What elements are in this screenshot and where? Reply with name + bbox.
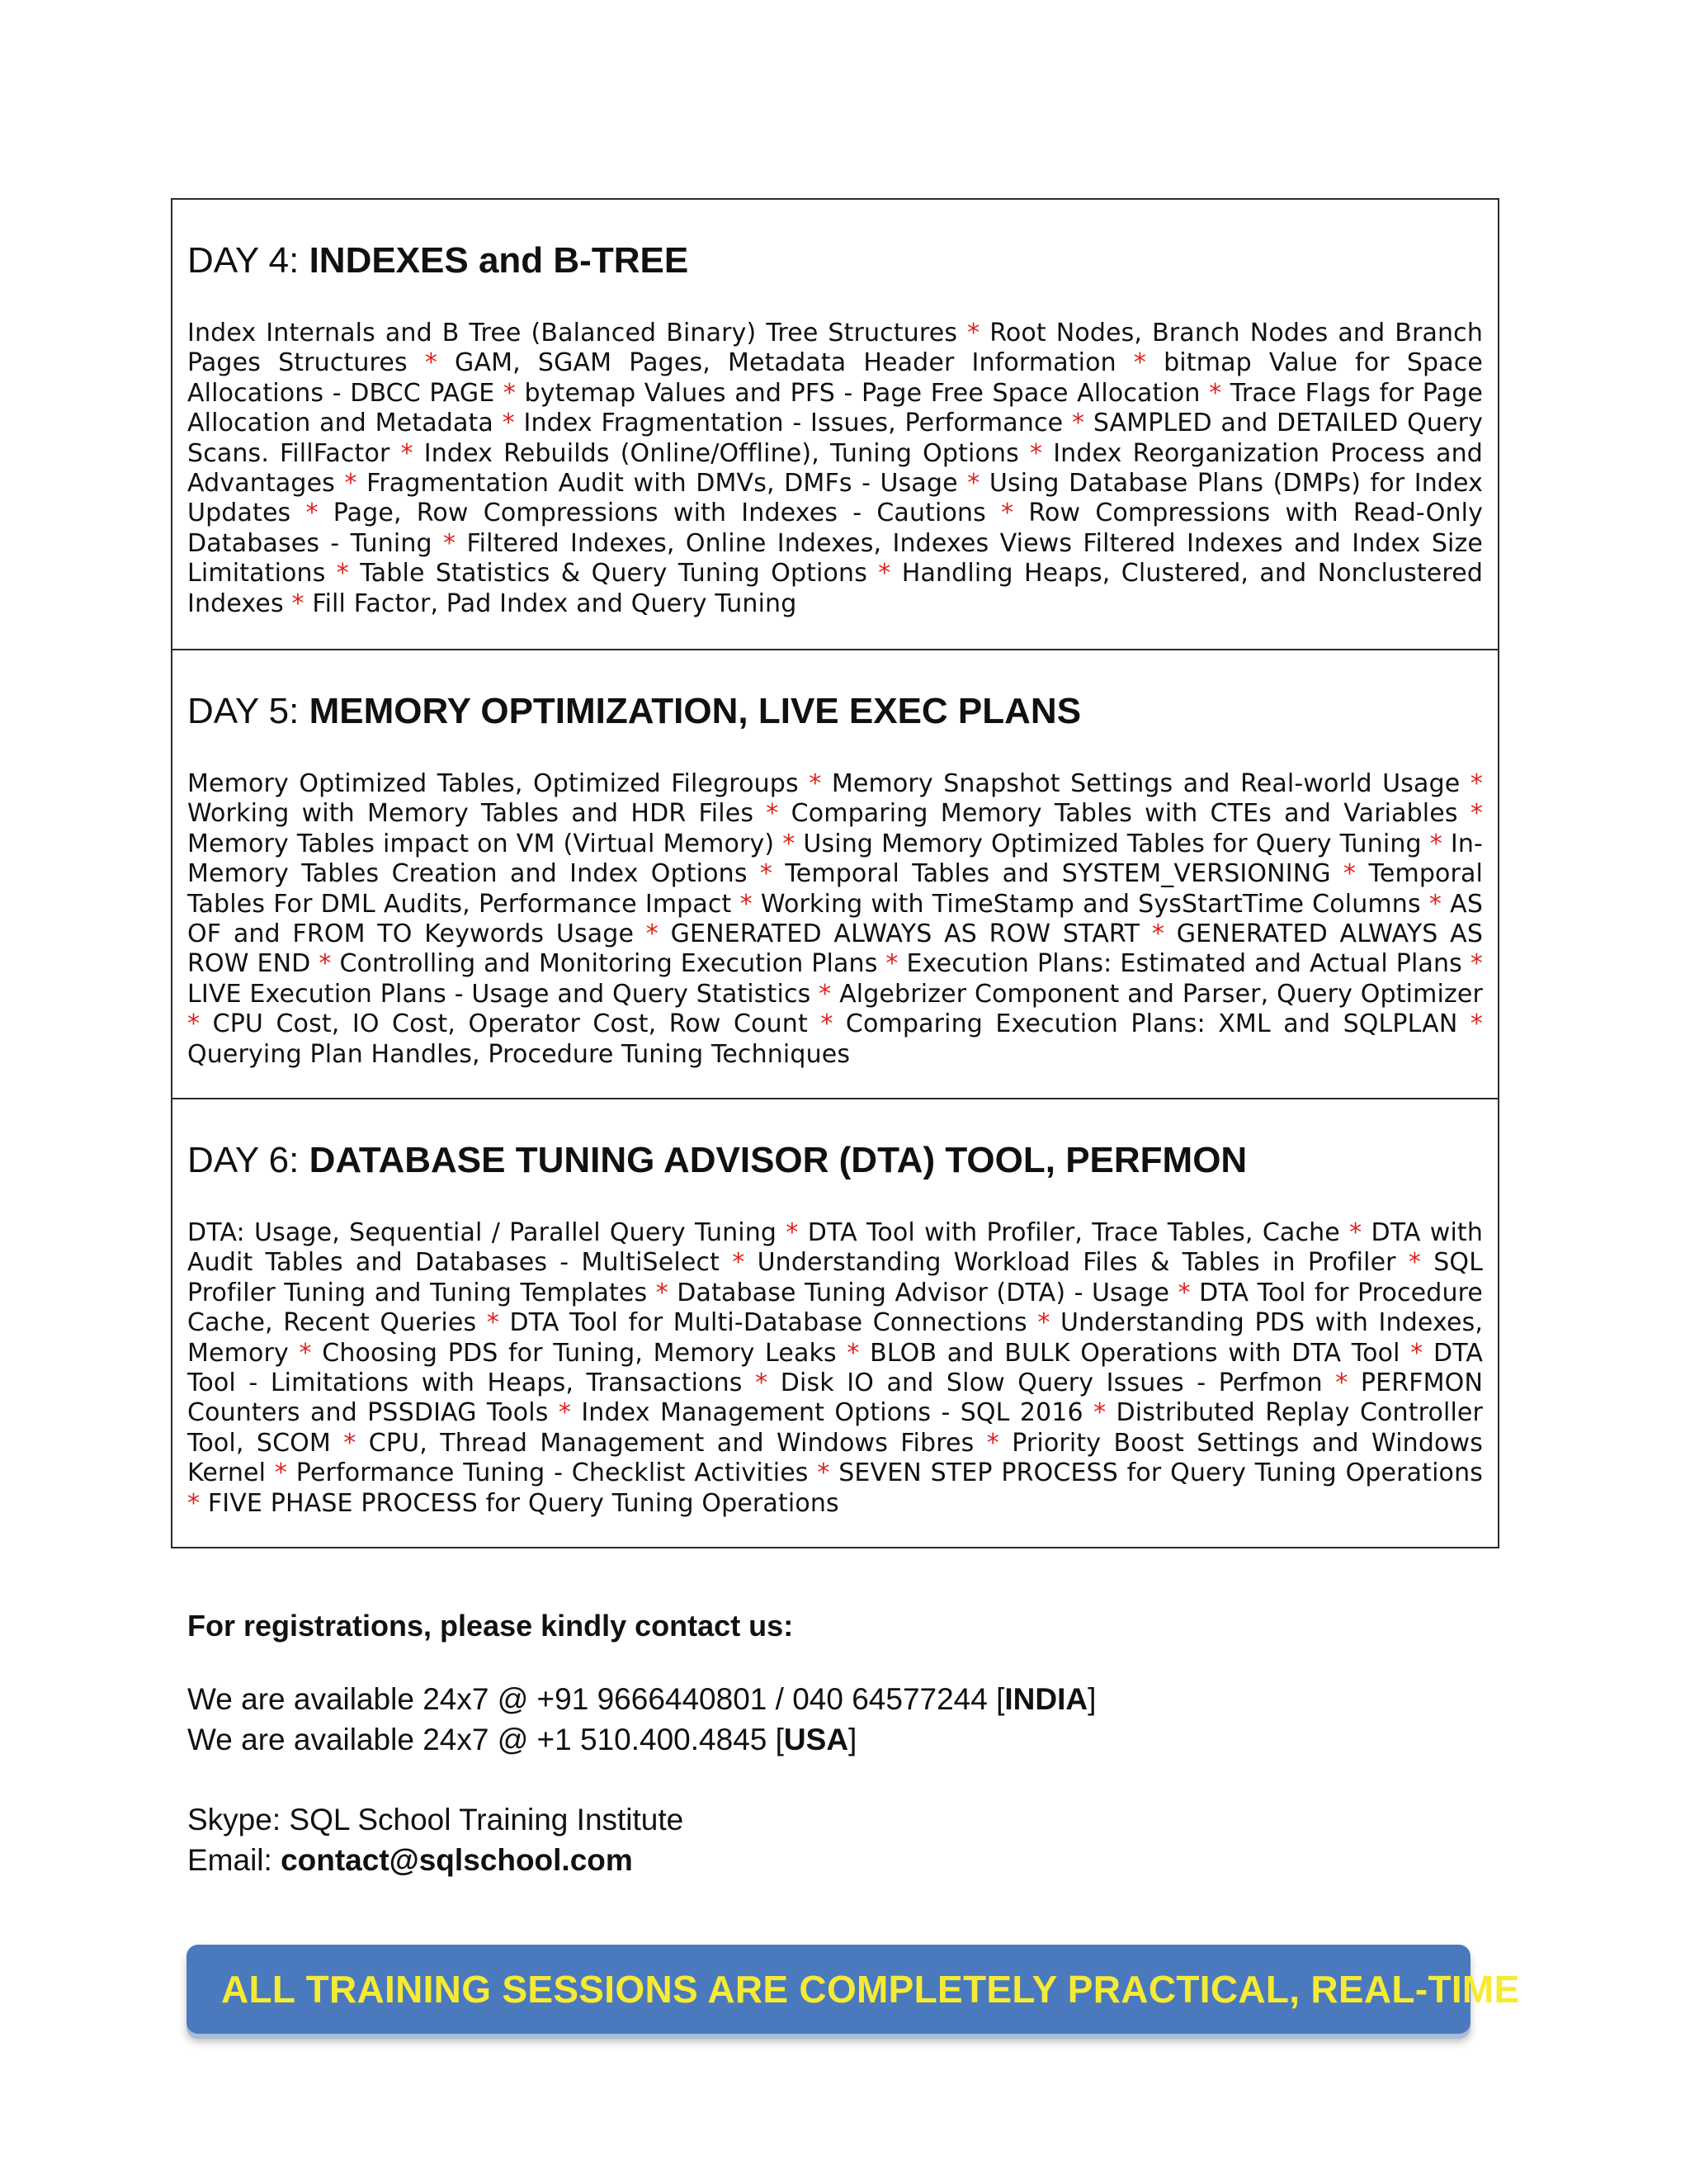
topic-item: Table Statistics & Query Tuning Options — [360, 559, 867, 589]
topic-separator: * — [400, 438, 413, 468]
topic-item: DTA Tool for Multi-Database Connections — [509, 1308, 1027, 1338]
topic-item: Distributed Replay Controller Tool, SCOM — [187, 1398, 1484, 1458]
day-4-heading — [187, 239, 1483, 282]
topic-item: LIVE Execution Plans - Usage and Query Statistics — [187, 979, 811, 1009]
topic-item: Performance Tuning - Checklist Activities — [295, 1458, 809, 1488]
topic-separator: * — [739, 889, 753, 919]
usa-phone-line — [187, 1719, 1425, 1760]
topic-separator: * — [299, 1338, 312, 1368]
topic-item: DTA Tool for Procedure Cache, Recent Queries — [187, 1278, 1484, 1338]
topic-separator: * — [486, 1308, 499, 1338]
india-phone-text: We are available 24x7 @ +91 9666440801 / 040 64577244 [ — [187, 1682, 1005, 1716]
course-outline-box — [171, 198, 1499, 1548]
day-6-section — [172, 1098, 1498, 1547]
topic-item: Trace Flags for Page Allocation and Metadata — [187, 378, 1484, 438]
topic-separator: * — [291, 589, 304, 618]
day-4-topics — [187, 319, 1483, 619]
email-label: Email: — [187, 1843, 281, 1877]
topic-separator: * — [502, 409, 515, 438]
day-5-title: MEMORY OPTIMIZATION, LIVE EXEC PLANS — [309, 691, 1082, 731]
topic-separator: * — [755, 1369, 768, 1398]
day-4-section — [172, 200, 1498, 649]
usa-country: USA — [783, 1723, 849, 1756]
contact-spacer — [187, 1760, 1425, 1799]
topic-item: GENERATED ALWAYS AS ROW END — [187, 919, 1484, 979]
topic-item: Index Management Options - SQL 2016 — [581, 1398, 1083, 1428]
topic-separator: * — [1178, 1278, 1191, 1307]
topic-separator: * — [1429, 829, 1442, 858]
topic-separator: * — [1343, 859, 1357, 889]
practical-training-banner — [186, 1945, 1531, 2034]
topic-item: SQL Profiler Tuning and Tuning Templates — [187, 1248, 1484, 1307]
topic-item: GENERATED ALWAYS AS ROW START — [670, 919, 1140, 949]
india-phone-line — [187, 1679, 1425, 1719]
topic-item: BLOB and BULK Operations with DTA Tool — [870, 1338, 1400, 1368]
topic-separator: * — [1470, 1009, 1484, 1039]
topic-item: GAM, SGAM Pages, Metadata Header Information — [455, 348, 1116, 378]
topic-separator: * — [1470, 799, 1484, 829]
topic-item: AS OF and FROM TO Keywords Usage — [187, 889, 1484, 949]
topic-item: In-Memory Tables Creation and Index Options — [187, 829, 1484, 889]
day-5-section — [172, 649, 1498, 1098]
topic-item: CPU, Thread Management and Windows Fibres — [368, 1428, 975, 1458]
topic-item: Database Tuning Advisor (DTA) - Usage — [677, 1278, 1170, 1307]
topic-item: Memory Optimized Tables, Optimized Filegroups — [187, 769, 799, 798]
topic-separator: * — [817, 1458, 830, 1488]
topic-item: PERFMON Counters and PSSDIAG Tools — [187, 1369, 1484, 1428]
topic-item: Page, Row Compressions with Indexes - Cautions — [333, 499, 986, 528]
topic-separator: * — [809, 769, 822, 798]
topic-separator: * — [1470, 949, 1484, 979]
topic-separator: * — [786, 1218, 799, 1247]
topic-separator: * — [819, 979, 832, 1009]
topic-separator: * — [319, 949, 332, 979]
day-6-topics — [187, 1218, 1483, 1519]
topic-item: Using Memory Optimized Tables for Query Tuning — [803, 829, 1422, 858]
topic-item: Comparing Execution Plans: XML and SQLPLAN — [845, 1009, 1458, 1039]
topic-item: DTA Tool - Limitations with Heaps, Transactions — [187, 1338, 1484, 1398]
topic-item: Querying Plan Handles, Procedure Tuning Techniques — [187, 1039, 851, 1069]
topic-separator: * — [885, 949, 899, 979]
topic-item: Fill Factor, Pad Index and Query Tuning — [312, 589, 797, 618]
topic-item: Handling Heaps, Clustered, and Nonclustered Indexes — [187, 559, 1484, 618]
topic-item: bytemap Values and PFS - Page Free Space Allocation — [524, 378, 1201, 408]
topic-item: Algebrizer Component and Parser, Query Optimizer — [839, 979, 1483, 1009]
contact-info — [187, 1608, 1425, 1880]
topic-item: Priority Boost Settings and Windows Kernel — [187, 1428, 1484, 1488]
topic-item: Using Database Plans (DMPs) for Index Updates — [187, 469, 1484, 528]
topic-item: Filtered Indexes, Online Indexes, Indexes Views Filtered Indexes and Index Size Limitations — [187, 528, 1484, 589]
day-4-title: INDEXES and B-TREE — [309, 240, 689, 281]
topic-item: DTA with Audit Tables and Databases - MultiSelect — [187, 1218, 1483, 1278]
topic-separator: * — [782, 829, 795, 858]
day-6-heading — [187, 1139, 1483, 1182]
day-6-prefix: DAY 6: — [187, 1140, 309, 1180]
topic-separator: * — [820, 1009, 833, 1039]
day-5-prefix: DAY 5: — [187, 691, 309, 731]
topic-separator: * — [187, 1009, 201, 1039]
topic-item: Index Internals and B Tree (Balanced Binary) Tree Structures — [187, 319, 958, 347]
topic-item: Temporal Tables and SYSTEM_VERSIONING — [785, 859, 1331, 889]
day-5-heading — [187, 690, 1483, 733]
topic-separator: * — [847, 1338, 860, 1368]
topic-separator: * — [1408, 1248, 1422, 1278]
topic-separator: * — [759, 859, 773, 889]
topic-separator: * — [274, 1458, 288, 1488]
topic-item: Understanding PDS with Indexes, Memory — [187, 1308, 1484, 1368]
topic-item: Working with Memory Tables and HDR Files — [187, 799, 754, 829]
topic-separator: * — [305, 499, 319, 528]
topic-separator: * — [1071, 409, 1085, 438]
banner-text — [221, 1967, 1531, 2011]
topic-item: Fragmentation Audit with DMVs, DMFs - Usage — [366, 469, 958, 499]
topic-separator: * — [503, 378, 517, 408]
topic-item: DTA: Usage, Sequential / Parallel Query Tuning — [187, 1218, 777, 1247]
topic-item: Comparing Memory Tables with CTEs and Variables — [791, 799, 1458, 829]
usa-phone-text: We are available 24x7 @ +1 510.400.4845 [ — [187, 1723, 784, 1756]
topic-separator: * — [1335, 1369, 1348, 1398]
topic-separator: * — [1410, 1338, 1423, 1368]
day-4-prefix: DAY 4: — [187, 240, 309, 281]
topic-item: Index Rebuilds (Online/Offline), Tuning Options — [423, 438, 1019, 468]
india-country: INDIA — [1004, 1682, 1088, 1716]
email-link[interactable]: contact@sqlschool.com — [281, 1843, 633, 1877]
topic-item: Index Fragmentation - Issues, Performance — [523, 409, 1064, 438]
topic-separator: * — [344, 469, 357, 499]
topic-item: Index Reorganization Process and Advantages — [187, 438, 1483, 499]
topic-item: CPU Cost, IO Cost, Operator Cost, Row Count — [212, 1009, 808, 1039]
topic-separator: * — [1428, 889, 1442, 919]
topic-item: Row Compressions with Read-Only Databases - Tuning — [187, 499, 1484, 558]
topic-separator: * — [878, 559, 891, 589]
topic-item: SAMPLED and DETAILED Query Scans. FillFactor — [187, 409, 1484, 468]
topic-separator: * — [986, 1428, 999, 1458]
topic-separator: * — [1151, 919, 1164, 949]
topic-separator: * — [655, 1278, 668, 1307]
topic-item: Understanding Workload Files & Tables in Profiler — [757, 1248, 1396, 1278]
contact-heading: For registrations, please kindly contact us: — [187, 1609, 794, 1643]
topic-separator: * — [443, 528, 456, 558]
topic-item: Memory Tables impact on VM (Virtual Memory) — [187, 829, 775, 858]
topic-item: Root Nodes, Branch Nodes and Branch Pages Structures — [187, 319, 1483, 378]
topic-separator: * — [1037, 1308, 1050, 1338]
banner-message: ALL TRAINING SESSIONS ARE COMPLETELY PRACTICAL, REAL-TIME — [221, 1968, 1520, 2011]
topic-item: Controlling and Monitoring Execution Plans — [339, 949, 878, 979]
topic-separator: * — [424, 348, 437, 378]
email-line — [187, 1840, 1425, 1880]
topic-separator: * — [967, 469, 980, 499]
day-5-topics — [187, 769, 1483, 1070]
india-bracket: ] — [1088, 1682, 1097, 1716]
topic-item: DTA Tool with Profiler, Trace Tables, Cache — [807, 1218, 1340, 1247]
usa-bracket: ] — [848, 1723, 857, 1756]
topic-separator: * — [1470, 769, 1484, 798]
topic-separator: * — [1349, 1218, 1362, 1247]
skype-line: Skype: SQL School Training Institute — [187, 1803, 684, 1837]
topic-item: Choosing PDS for Tuning, Memory Leaks — [322, 1338, 837, 1368]
topic-separator: * — [1133, 348, 1147, 378]
topic-separator: * — [558, 1398, 572, 1428]
topic-separator: * — [1029, 438, 1043, 468]
topic-separator: * — [732, 1248, 745, 1278]
topic-separator: * — [187, 1488, 201, 1518]
topic-item: SEVEN STEP PROCESS for Query Tuning Operations — [838, 1458, 1484, 1488]
topic-separator: * — [1001, 499, 1014, 528]
topic-item: Working with TimeStamp and SysStartTime Columns — [760, 889, 1421, 919]
topic-item: FIVE PHASE PROCESS for Query Tuning Operations — [207, 1488, 839, 1518]
topic-item: bitmap Value for Space Allocations - DBCC PAGE — [187, 348, 1483, 408]
topic-item: Temporal Tables For DML Audits, Performance Impact — [187, 859, 1484, 919]
topic-item: Disk IO and Slow Query Issues - Perfmon — [780, 1369, 1323, 1398]
day-6-title: DATABASE TUNING ADVISOR (DTA) TOOL, PERFMON — [309, 1140, 1248, 1180]
topic-item: Execution Plans: Estimated and Actual Plans — [906, 949, 1462, 979]
topic-separator: * — [336, 559, 349, 589]
topic-separator: * — [645, 919, 659, 949]
topic-separator: * — [1209, 378, 1222, 408]
banner-period: . — [1519, 1968, 1531, 2011]
topic-item: Memory Snapshot Settings and Real-world Usage — [831, 769, 1461, 798]
topic-separator: * — [967, 319, 980, 347]
topic-separator: * — [1093, 1398, 1107, 1428]
topic-separator: * — [343, 1428, 356, 1458]
topic-separator: * — [766, 799, 779, 829]
